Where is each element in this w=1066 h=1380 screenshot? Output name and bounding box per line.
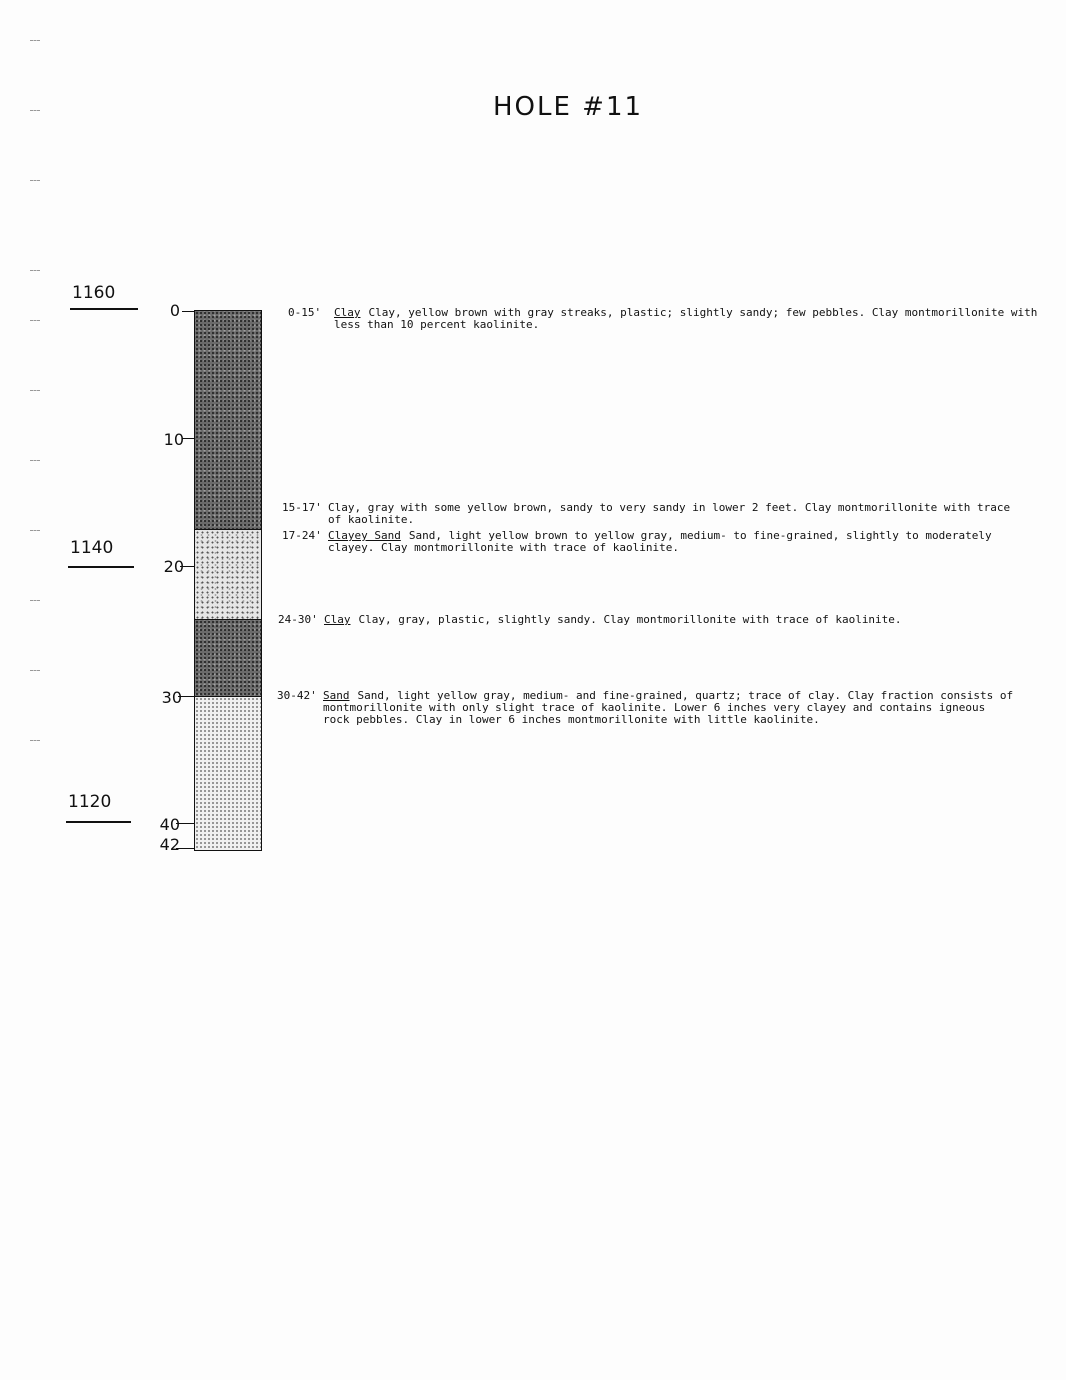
elevation-label: 1140 (70, 538, 114, 558)
description-depth: 0-15' (288, 306, 322, 319)
elevation-line (66, 821, 131, 823)
depth-tick (176, 823, 196, 824)
description-text: Clay, yellow brown with gray streaks, plastic; slightly sandy; few pebbles. Clay montmorillonite with (368, 306, 1038, 319)
description-name: Clay (334, 306, 361, 319)
description-depth: 30-42' (277, 689, 317, 702)
description-name: Sand (323, 689, 350, 702)
depth-label: 10 (163, 430, 184, 449)
layer-description (288, 307, 1058, 331)
description-text: montmorillonite with only slight trace of kaolinite. Lower 6 inches very clayey and contains igneous (323, 701, 986, 714)
layer-description (282, 502, 1052, 526)
layer-clay (194, 619, 262, 697)
depth-label: 20 (163, 557, 184, 576)
depth-label: 42 (159, 835, 180, 854)
layer-description (277, 690, 1047, 726)
description-name: Clayey Sand (328, 529, 401, 542)
depth-label: 0 (169, 301, 180, 320)
description-text: Clay, gray, plastic, slightly sandy. Clay montmorillonite with trace of kaolinite. (358, 613, 902, 626)
elevation-line (70, 308, 138, 310)
description-text: Sand, light yellow gray, medium- and fine-grained, quartz; trace of clay. Clay fraction consists of (357, 689, 1014, 702)
description-depth: 17-24' (282, 529, 322, 542)
page-title: HOLE #11 (492, 92, 644, 122)
description-text: Clay, gray with some yellow brown, sandy to very sandy in lower 2 feet. Clay montmorillonite with trace (328, 501, 1011, 514)
layer-clay (194, 310, 262, 530)
description-text: clayey. Clay montmorillonite with trace of kaolinite. (328, 541, 679, 554)
depth-tick (176, 848, 196, 849)
layer-clayey-sand (194, 529, 262, 620)
description-depth: 24-30' (278, 613, 318, 626)
layer-description (278, 614, 1048, 626)
depth-label: 40 (159, 815, 180, 834)
description-text: less than 10 percent kaolinite. (334, 318, 540, 331)
elevation-line (68, 566, 134, 568)
description-text: Sand, light yellow brown to yellow gray, medium- to fine-grained, slightly to moderately (408, 529, 992, 542)
layer-sand (194, 696, 262, 851)
lithology-column (194, 310, 264, 850)
depth-label: 30 (161, 688, 182, 707)
description-text: rock pebbles. Clay in lower 6 inches montmorillonite with little kaolinite. (323, 713, 820, 726)
elevation-label: 1120 (68, 792, 112, 812)
description-depth: 15-17' (282, 501, 322, 514)
elevation-label: 1160 (72, 283, 116, 303)
layer-description (282, 530, 1052, 554)
description-name: Clay (324, 613, 351, 626)
description-text: of kaolinite. (328, 513, 415, 526)
scan-margin-marks (30, 30, 60, 790)
